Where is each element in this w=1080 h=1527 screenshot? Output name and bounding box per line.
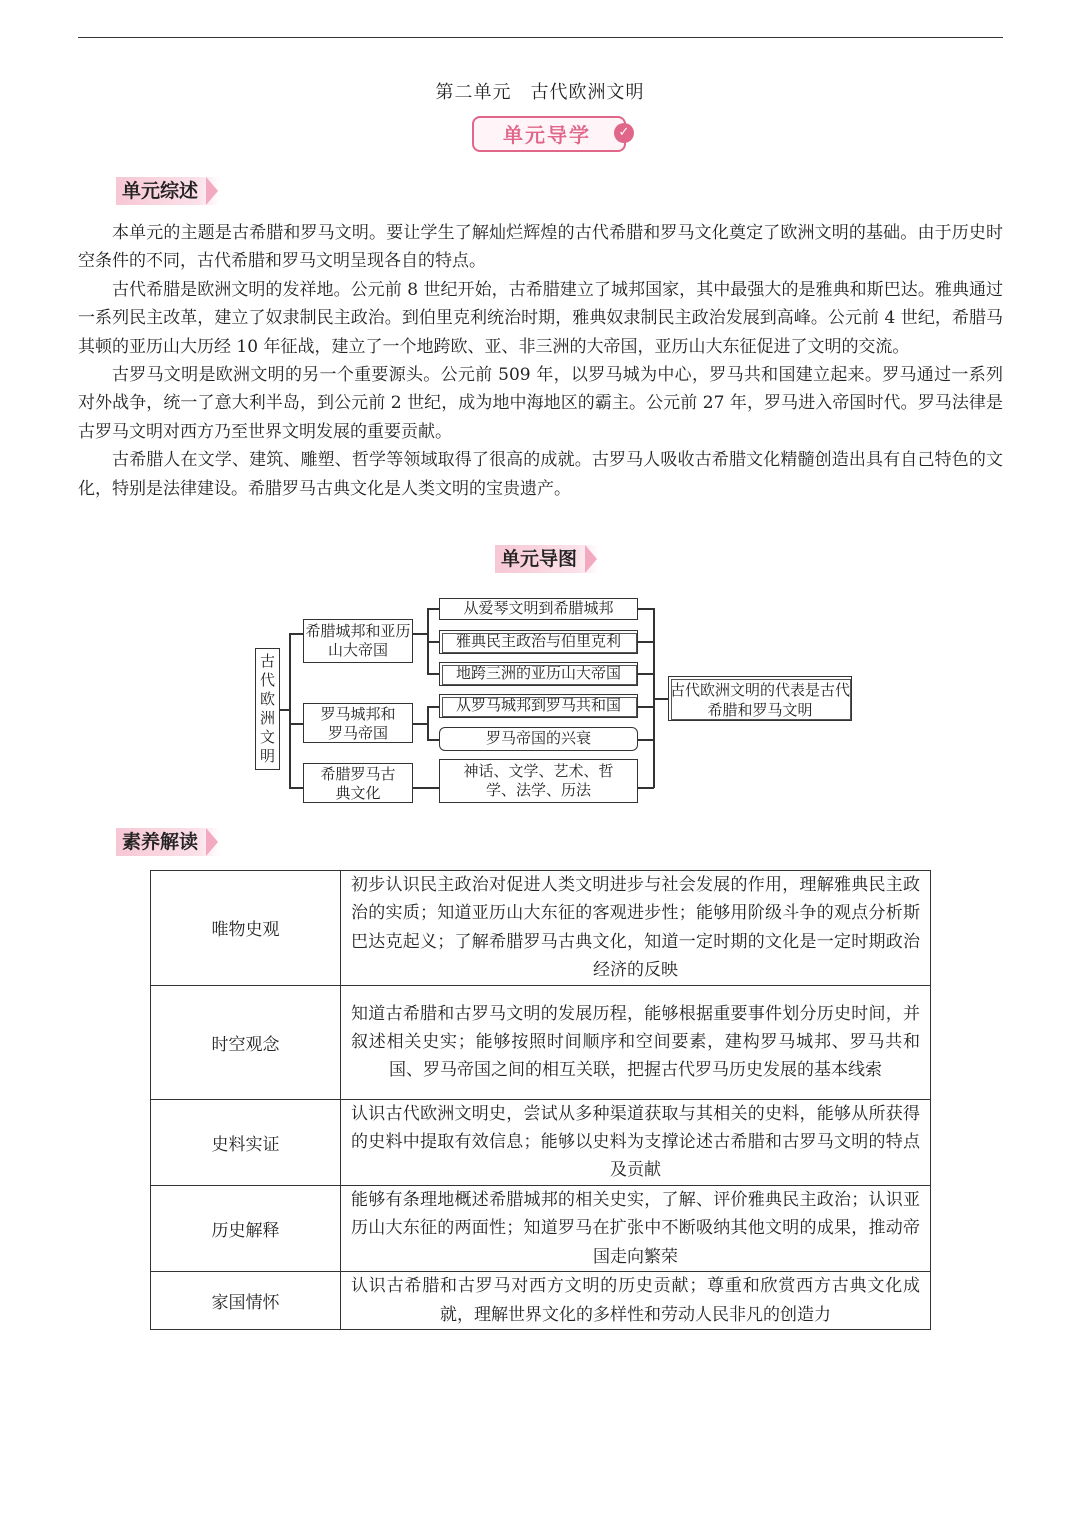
overview-paragraph: 古罗马文明是欧洲文明的另一个重要源头。公元前 509 年，以罗马城为中心，罗马共和国建立起来。罗马通过一系列对外战争，统一了意大利半岛，到公元前 2 世纪，成为地中海地区的霸主。公元前 27 年，罗马进入帝国时代。罗马法律是古罗马文明对西方乃至世界文明发展的重要贡献。: [78, 365, 1003, 442]
overview-heading: [116, 177, 220, 205]
table-row: [151, 1185, 931, 1271]
mind-map-leaf: 雅典民主政治与伯里克利: [439, 630, 638, 654]
mind-map-conclusion: 古代欧洲文明的代表是古代希腊和罗马文明: [668, 676, 852, 721]
mind-map-leaf: 从罗马城邦到罗马共和国: [439, 694, 638, 718]
unit-guide-banner: [466, 114, 642, 152]
literacy-key: 历史解释: [151, 1185, 341, 1271]
check-circle-icon: ✓: [614, 123, 634, 143]
literacy-key: 时空观念: [151, 985, 341, 1099]
table-row: [151, 985, 931, 1099]
literacy-key: 唯物史观: [151, 871, 341, 986]
mind-map-heading: [495, 545, 599, 573]
heading-arrow-icon: [206, 177, 218, 205]
literacy-value: 初步认识民主政治对促进人类文明进步与社会发展的作用，理解雅典民主政治的实质；知道亚历山大东征的客观进步性；能够用阶级斗争的观点分析斯巴达克起义；了解希腊罗马古典文化，知道一定时期的文化是一定时期政治经济的反映: [341, 871, 931, 986]
mind-map-branch: 希腊罗马古典文化: [303, 763, 413, 803]
table-row: [151, 1099, 931, 1185]
overview-heading-label: 单元综述: [122, 180, 199, 202]
literacy-value: 认识古代欧洲文明史，尝试从多种渠道获取与其相关的史料，能够从所获得的史料中提取有效信息；能够以史料为支撑论述古希腊和古罗马文明的特点及贡献: [341, 1099, 931, 1185]
table-row: [151, 1272, 931, 1330]
mind-map-leaf: 从爱琴文明到希腊城邦: [439, 598, 638, 620]
literacy-key: 家国情怀: [151, 1272, 341, 1330]
literacy-value: 知道古希腊和古罗马文明的发展历程，能够根据重要事件划分历史时间，并叙述相关史实；能够按照时间顺序和空间要素，建构罗马城邦、罗马共和国、罗马帝国之间的相互关联，把握古代罗马历史发展的基本线索: [341, 985, 931, 1099]
literacy-key: 史料实证: [151, 1099, 341, 1185]
mind-map-leaf: 地跨三洲的亚历山大帝国: [439, 662, 638, 686]
banner-label: 单元导学: [503, 123, 591, 147]
overview-text: [78, 219, 1003, 503]
mind-map-leaf: 罗马帝国的兴衰: [439, 727, 638, 751]
mind-map-branch: 罗马城邦和罗马帝国: [303, 703, 413, 743]
top-rule: [78, 37, 1003, 38]
mind-map-branch: 希腊城邦和亚历山大帝国: [303, 619, 413, 663]
literacy-table: [150, 870, 931, 1330]
overview-paragraph: 古希腊人在文学、建筑、雕塑、哲学等领域取得了很高的成就。古罗马人吸收古希腊文化精髓创造出具有自己特色的文化，特别是法律建设。希腊罗马古典文化是人类文明的宝贵遗产。: [78, 450, 1003, 499]
heading-arrow-icon: [206, 828, 218, 856]
mind-map: [252, 592, 856, 806]
overview-paragraph: 本单元的主题是古希腊和罗马文明。要让学生了解灿烂辉煌的古代希腊和罗马文化奠定了欧洲文明的基础。由于历史时空条件的不同，古代希腊和罗马文明呈现各自的特点。: [78, 223, 1003, 272]
literacy-value: 能够有条理地概述希腊城邦的相关史实，了解、评价雅典民主政治；认识亚历山大东征的两面性；知道罗马在扩张中不断吸纳其他文明的成果，推动帝国走向繁荣: [341, 1185, 931, 1271]
heading-arrow-icon: [585, 545, 597, 573]
literacy-value: 认识古希腊和古罗马对西方文明的历史贡献；尊重和欣赏西方古典文化成就，理解世界文化的多样性和劳动人民非凡的创造力: [341, 1272, 931, 1330]
mind-map-heading-label: 单元导图: [501, 548, 578, 570]
mind-map-root: 古代欧洲文明: [255, 648, 280, 770]
mind-map-leaf: 神话、文学、艺术、哲学、法学、历法: [439, 759, 638, 803]
literacy-heading: [116, 828, 220, 856]
overview-paragraph: 古代希腊是欧洲文明的发祥地。公元前 8 世纪开始，古希腊建立了城邦国家，其中最强大的是雅典和斯巴达。雅典通过一系列民主改革，建立了奴隶制民主政治。到伯里克利统治时期，雅典奴隶制民主政治发展到高峰。公元前 4 世纪，希腊马其顿的亚历山大历经 10 年征战，建立了一个地跨欧、亚、非三洲的大帝国，亚历山大东征促进了文明的交流。: [78, 279, 1003, 357]
page-title: 第二单元 古代欧洲文明: [435, 82, 645, 103]
literacy-heading-label: 素养解读: [122, 831, 199, 853]
table-row: [151, 871, 931, 986]
